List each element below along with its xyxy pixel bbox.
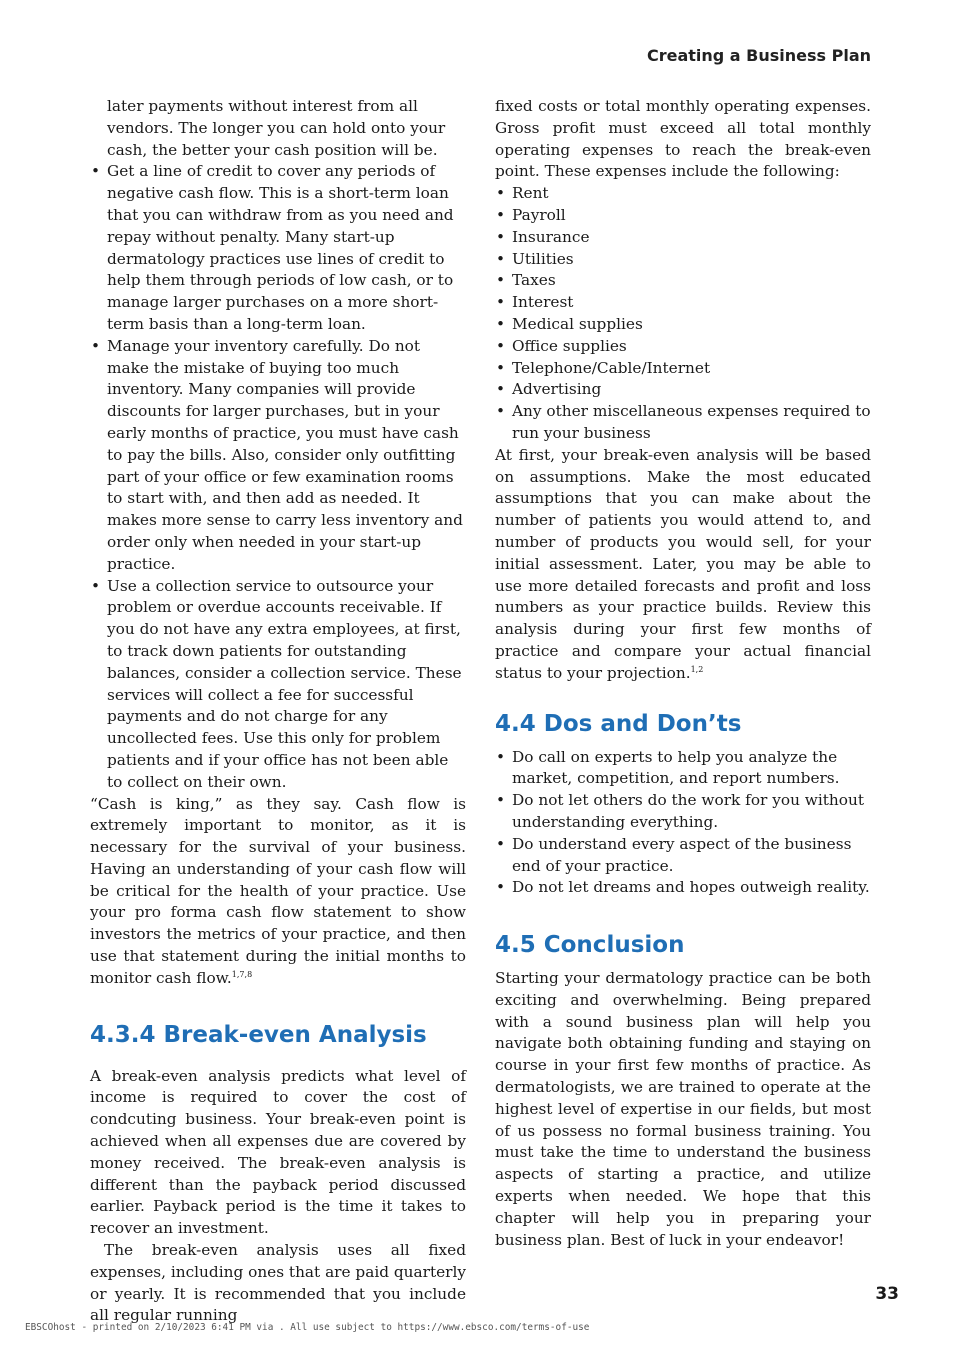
right-column	[495, 96, 871, 1251]
list-item: • Use a collection service to outsource your problem or overdue accounts receivable. If you do not have any extra employees, at first, to track down patients for outstanding balances, consider a collection service. These services will collect a fee for successful payments and do not charge for any uncollected fees. Use this only for problem patients and if your office has not been able to collect on their own.	[90, 576, 466, 794]
cash-is-king-paragraph: “Cash is king,” as they say. Cash flow is extremely important to monitor, as it is necessary for the survival of your business. Having an understanding of your cash flow will be critical for the health of your practice. Use your pro forma cash flow statement to show investors the metrics of your practice, and then use that statement during the initial months to monitor cash flow.$^{1,7,8}$	[90, 794, 466, 987]
list-item: • Manage your inventory carefully. Do not make the mistake of buying too much inventory. Many companies will provide discounts for larger purchases, but in your early months of practice, you must have cash to pay the bills. Also, consider only outfitting part of your office or few examination rooms to start with, and then add as needed. It makes more sense to carry less inventory and order only when needed in your start-up practice.	[90, 336, 466, 576]
list-item: • Get a line of credit to cover any periods of negative cash flow. This is a short-term loan that you can withdraw from as you need and repay without penalty. Many start-up dermatology practices use lines of credit to help them through periods of low cash, or to manage larger purchases on a more short-term basis than a long-term loan.	[90, 161, 466, 335]
page-number: 33	[875, 1284, 899, 1304]
section-heading-break-even: 4.3.4 Break-even Analysis	[90, 1021, 427, 1048]
left-column	[90, 96, 466, 1327]
list-item: • Utilities	[495, 249, 871, 271]
dos-donts-list	[495, 747, 871, 900]
cash-tips-list	[90, 161, 466, 793]
list-item: • Do understand every aspect of the business end of your practice.	[495, 834, 871, 878]
expenses-intro-paragraph: fixed costs or total monthly operating expenses. Gross profit must exceed all total monthly operating expenses to reach the break-even point. These expenses include the following:	[495, 97, 871, 181]
expenses-list	[495, 183, 871, 445]
section-heading-conclusion: 4.5 Conclusion	[495, 932, 685, 959]
list-item: • Medical supplies	[495, 314, 871, 336]
citation-ref: 1,2	[690, 664, 704, 674]
list-item: • Advertising	[495, 379, 871, 401]
running-title: Creating a Business Plan	[646, 46, 871, 65]
footer-notice: EBSCOhost - printed on 2/10/2023 6:41 PM via . All use subject to https://www.ebsco.com/terms-of-use	[25, 1322, 590, 1333]
section-heading-dos-donts: 4.4 Dos and Don’ts	[495, 710, 742, 737]
break-even-assumptions-paragraph: At first, your break-even analysis will be based on assumptions. Make the most educated assumptions that you can make about the number of patients you would attend to, and number of products you would sell, for your initial assessment. Later, you may be able to use more detailed forecasts and profit and loss numbers as your practice builds. Review this analysis during your first few months of practice and compare your actual financial status to your projection.$^{1,2}$	[495, 445, 871, 682]
list-item: • Insurance	[495, 227, 871, 249]
list-item: • Taxes	[495, 270, 871, 292]
citation-ref: 1,7,8	[231, 969, 253, 979]
break-even-paragraph-2: The break-even analysis uses all fixed expenses, including ones that are paid quarterly or yearly. It is recommended that you include all regular running	[90, 1241, 466, 1325]
list-item: • Payroll	[495, 205, 871, 227]
list-item: • Office supplies	[495, 336, 871, 358]
list-item: • Any other miscellaneous expenses required to run your business	[495, 401, 871, 445]
conclusion-paragraph: Starting your dermatology practice can be both exciting and overwhelming. Being prepared with a sound business plan will help you navigate both obtaining funding and staying on course in your first few months of practice. As dermatologists, we are trained to operate at the highest level of expertise in our fields, but most of us possess no formal business training. You must take the time to understand the business aspects of starting a practice, and utilize experts when needed. We hope that this chapter will help you in preparing your business plan. Best of luck in your endeavor!	[495, 969, 871, 1249]
continued-bullet-text: later payments without interest from all vendors. The longer you can hold onto your cash, the better your cash position will be.	[107, 97, 446, 159]
list-item: • Rent	[495, 183, 871, 205]
list-item: • Do not let others do the work for you without understanding everything.	[495, 790, 871, 834]
break-even-paragraph: A break-even analysis predicts what level of income is required to cover the cost of condcuting business. Your break-even point is achieved when all expenses due are covered by money received. The break-even analysis is different than the payback period discussed earlier. Payback period is the time it takes to recover an investment.	[90, 1066, 466, 1238]
list-item: • Interest	[495, 292, 871, 314]
list-item: • Do not let dreams and hopes outweigh reality.	[495, 877, 871, 899]
list-item: • Telephone/Cable/Internet	[495, 358, 871, 380]
list-item: • Do call on experts to help you analyze the market, competition, and report numbers.	[495, 747, 871, 791]
